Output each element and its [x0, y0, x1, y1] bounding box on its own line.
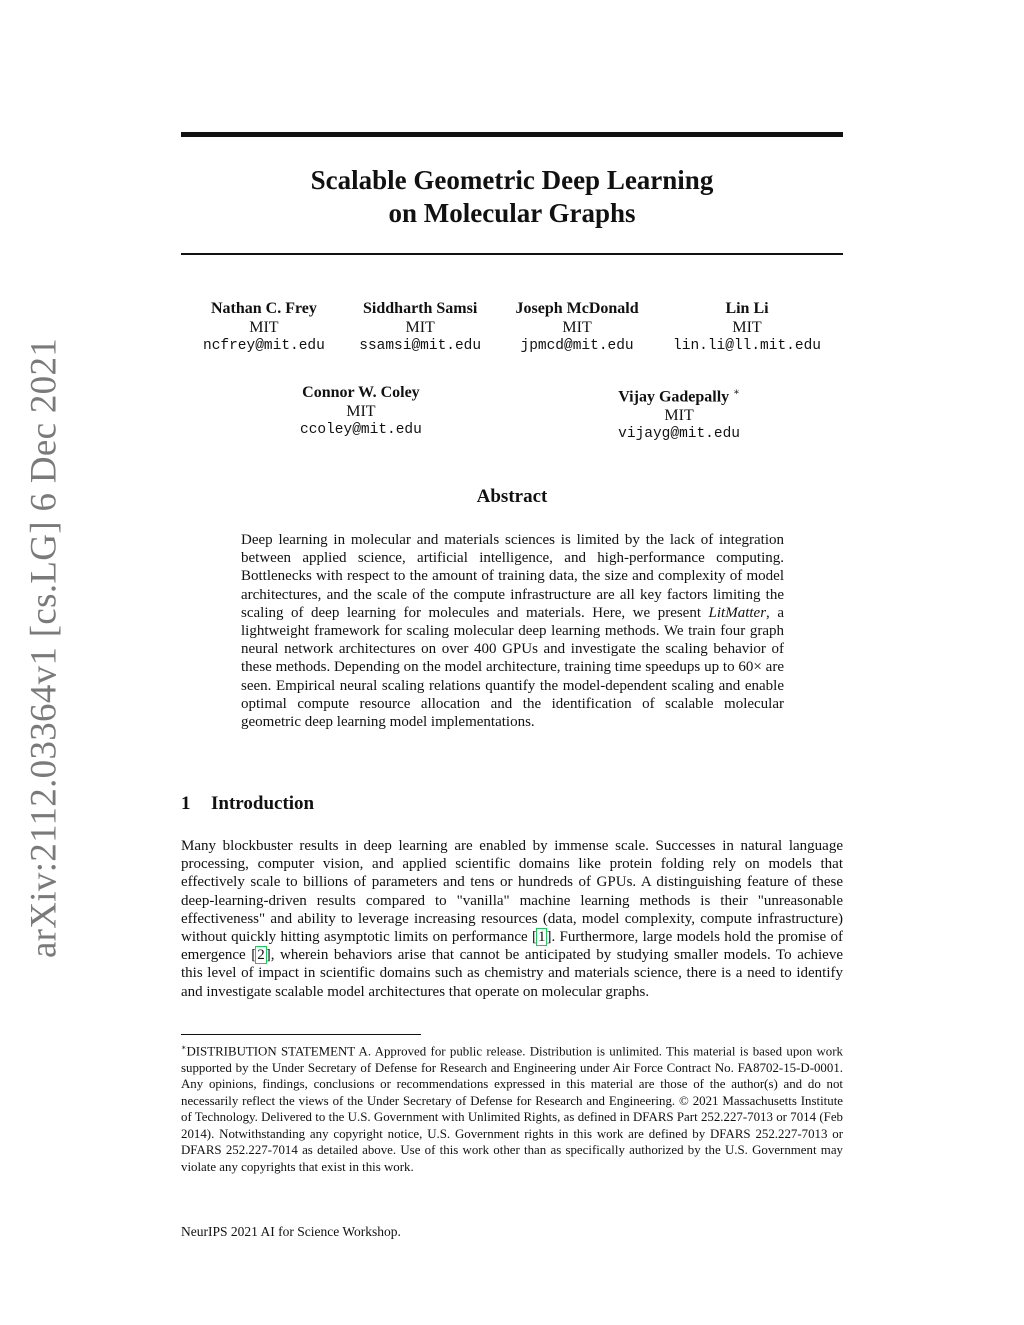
author-email[interactable]: ncfrey@mit.edu	[203, 338, 325, 354]
author-email[interactable]: vijayg@mit.edu	[618, 426, 740, 443]
footnote-mark: ∗	[181, 1043, 187, 1052]
introduction-paragraph	[181, 837, 843, 1001]
abstract-heading: Abstract	[476, 486, 548, 507]
author-row-2	[300, 383, 740, 444]
title-line-1: Scalable Geometric Deep Learning	[310, 165, 714, 195]
author-block	[203, 299, 325, 356]
paper-title	[181, 164, 843, 230]
author-affiliation: MIT	[346, 403, 376, 420]
intro-text-part-1: Many blockbuster results in deep learning are enabled by immense scale. Successes in natural language processing, computer vision, and applied scientific domains like protein folding rely on models that effectively scale to billions of parameters and tens or hundreds of GPUs. A distinguishing feature of these deep-learning-driven results compared to "vanilla" machine learning methods is their "unreasonable effectiveness" and ability to leverage increasing resources (data, model complexity, compute infrastructure) without quickly hitting asymptotic limits on performance [	[181, 838, 843, 946]
author-affiliation: MIT	[249, 319, 279, 336]
section-title: Introduction	[211, 793, 315, 814]
author-affiliation: MIT	[405, 319, 435, 336]
footnote-divider	[181, 1034, 421, 1035]
arxiv-id-text: arXiv:2112.03364v1 [cs.LG] 6 Dec 2021	[23, 337, 65, 959]
author-email[interactable]: ssamsi@mit.edu	[359, 338, 482, 354]
section-heading	[181, 793, 314, 815]
author-name: Siddharth Samsi	[363, 300, 478, 317]
framework-name: LitMatter	[708, 604, 767, 621]
author-email[interactable]: ccoley@mit.edu	[300, 422, 422, 438]
author-affiliation: MIT	[562, 319, 592, 336]
citation-link-2[interactable]: 2	[257, 947, 265, 964]
abstract-text-part-2: , a lightweight framework for scaling molecular deep learning methods. We train four graph neural network architectures on over 400 GPUs and investigate the scaling behavior of these methods. Depending on the model architecture, training time speedups up to 60× are seen. Empirical neural scaling relations quantify the model-dependent scaling and enable optimal compute resource allocation and the identification of scalable molecular geometric deep learning model implementations.	[241, 604, 784, 731]
author-name: Lin Li	[725, 300, 769, 317]
author-name-with-footnote	[618, 383, 740, 406]
author-block	[516, 299, 639, 356]
author-row-1	[181, 299, 843, 356]
venue-note: NeurIPS 2021 AI for Science Workshop.	[181, 1224, 401, 1239]
author-block	[300, 383, 422, 444]
author-name: Nathan C. Frey	[210, 300, 317, 317]
author-block	[359, 299, 481, 356]
intro-text-part-2: ]. Furthermore, large models hold the promise of emergence [	[181, 929, 844, 964]
author-block	[673, 299, 821, 356]
title-rule-top	[181, 132, 843, 137]
section-number: 1	[181, 793, 191, 814]
title-rule-bottom	[181, 253, 843, 255]
author-block	[618, 383, 740, 444]
author-name: Vijay Gadepally	[618, 388, 730, 406]
author-email[interactable]: lin.li@ll.mit.edu	[673, 338, 821, 354]
abstract-text-part-1: Deep learning in molecular and materials sciences is limited by the lack of integration between applied science, artificial intelligence, and high-performance computing. Bottlenecks with respect to the amount of training data, the size and complexity of model architectures, and the scale of the compute infrastructure are all key factors limiting the scaling of deep learning for molecules and materials. Here, we present	[241, 532, 784, 621]
title-line-2: on Molecular Graphs	[388, 198, 636, 228]
citation-link-1[interactable]: 1	[537, 929, 546, 946]
intro-text-part-3: ], wherein behaviors arise that cannot be anticipated by studying smaller models. To achieve this level of impact in scientific domains such as chemistry and materials science, there is a need to identify and investigate scalable model architectures that operate on molecular graphs.	[181, 947, 843, 1000]
footnote	[181, 1040, 843, 1175]
author-name: Connor W. Coley	[302, 384, 420, 401]
footnote-text: DISTRIBUTION STATEMENT A. Approved for public release. Distribution is unlimited. This material is based upon work supported by the Under Secretary of Defense for Research and Engineering under Air Force Contract No. FA8702-15-D-0001. Any opinions, findings, conclusions or recommendations expressed in this material are those of the author(s) and do not necessarily reflect the views of the Under Secretary of Defense for Research and Engineering. © 2021 Massachusetts Institute of Technology. Delivered to the U.S. Government with Unlimited Rights, as defined in DFARS Part 252.227-7013 or 7014 (Feb 2014). Notwithstanding any copyright notice, U.S. Government rights in this work are defined by DFARS 252.227-7013 or DFARS 252.227-7014 as detailed above. Use of this work other than as specifically authorized by the U.S. Government may violate any copyrights that exist in this work.	[181, 1044, 843, 1174]
author-affiliation: MIT	[664, 407, 694, 425]
author-affiliation: MIT	[732, 319, 762, 336]
abstract-body	[241, 531, 784, 731]
author-email[interactable]: jpmcd@mit.edu	[520, 338, 634, 354]
author-name: Joseph McDonald	[515, 300, 639, 317]
footnote-marker[interactable]: ∗	[733, 387, 740, 398]
